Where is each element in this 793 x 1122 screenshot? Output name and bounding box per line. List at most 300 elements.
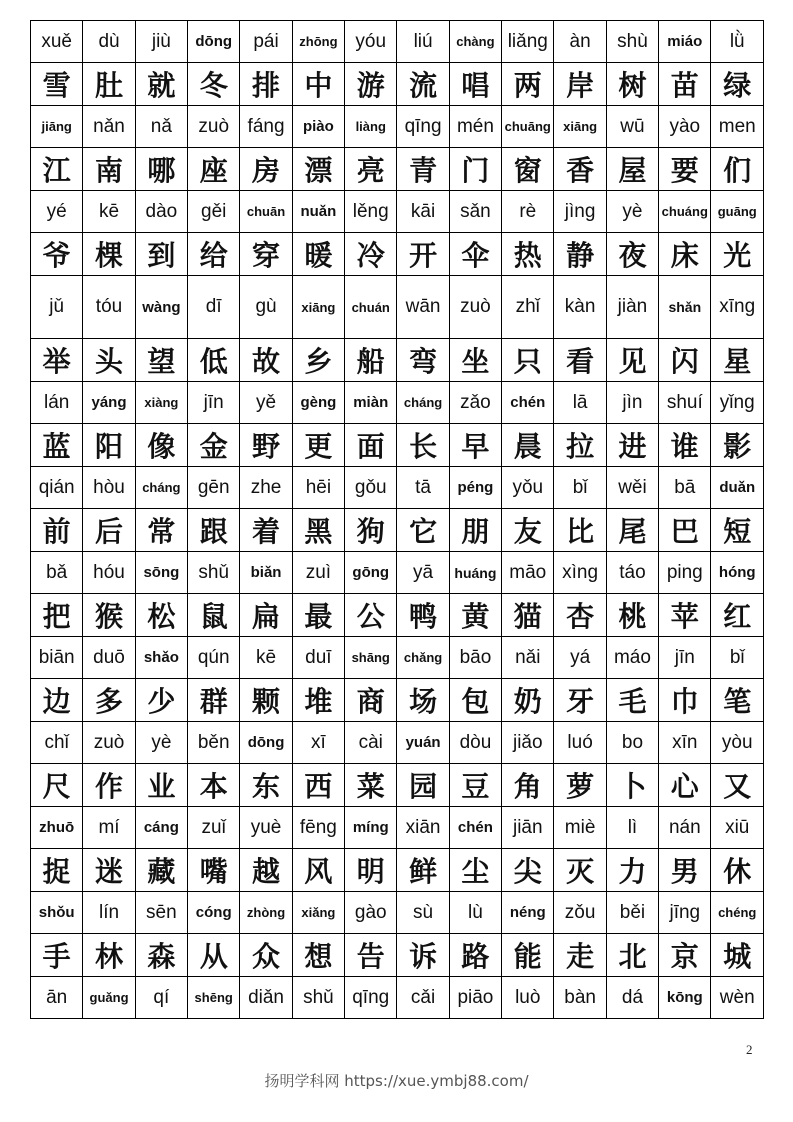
hanzi-cell: 暖 (292, 233, 344, 276)
hanzi-cell: 谁 (659, 424, 711, 467)
hanzi-cell: 越 (240, 849, 292, 892)
hanzi-cell: 故 (240, 339, 292, 382)
pinyin-cell: mén (449, 106, 501, 148)
hanzi-cell: 巾 (659, 679, 711, 722)
hanzi-cell: 穿 (240, 233, 292, 276)
pinyin-cell: ping (659, 552, 711, 594)
hanzi-cell: 能 (502, 934, 554, 977)
hanzi-row (31, 63, 764, 106)
hanzi-cell: 开 (397, 233, 449, 276)
hanzi-cell: 扁 (240, 594, 292, 637)
hanzi-cell: 萝 (554, 764, 606, 807)
pinyin-cell: shuí (659, 382, 711, 424)
hanzi-cell: 江 (31, 148, 83, 191)
pinyin-cell: yǒu (502, 467, 554, 509)
pinyin-cell: dòu (449, 722, 501, 764)
pinyin-row (31, 722, 764, 764)
hanzi-cell: 中 (292, 63, 344, 106)
pinyin-cell: sù (397, 892, 449, 934)
hanzi-cell: 流 (397, 63, 449, 106)
hanzi-cell: 冬 (188, 63, 240, 106)
hanzi-cell: 红 (711, 594, 764, 637)
pinyin-cell: táo (606, 552, 658, 594)
hanzi-cell: 进 (606, 424, 658, 467)
hanzi-cell: 乡 (292, 339, 344, 382)
hanzi-cell: 明 (345, 849, 397, 892)
pinyin-cell: yè (135, 722, 187, 764)
hanzi-cell: 捉 (31, 849, 83, 892)
pinyin-cell: shǔ (292, 977, 344, 1019)
hanzi-cell: 后 (83, 509, 135, 552)
hanzi-cell: 们 (711, 148, 764, 191)
hanzi-cell: 边 (31, 679, 83, 722)
pinyin-row (31, 807, 764, 849)
pinyin-cell: chuān (240, 191, 292, 233)
hanzi-cell: 头 (83, 339, 135, 382)
hanzi-cell: 静 (554, 233, 606, 276)
hanzi-cell: 鸭 (397, 594, 449, 637)
hanzi-cell: 林 (83, 934, 135, 977)
pinyin-cell: luó (554, 722, 606, 764)
pinyin-cell: gù (240, 276, 292, 339)
hanzi-cell: 坐 (449, 339, 501, 382)
hanzi-cell: 游 (345, 63, 397, 106)
hanzi-cell: 颗 (240, 679, 292, 722)
pinyin-cell: dōng (188, 21, 240, 63)
pinyin-cell: duī (292, 637, 344, 679)
hanzi-cell: 伞 (449, 233, 501, 276)
pinyin-cell: jīn (659, 637, 711, 679)
hanzi-cell: 嘴 (188, 849, 240, 892)
hanzi-cell: 商 (345, 679, 397, 722)
pinyin-cell: yǐng (711, 382, 764, 424)
hanzi-cell: 到 (135, 233, 187, 276)
pinyin-cell: péng (449, 467, 501, 509)
pinyin-row (31, 276, 764, 339)
pinyin-cell: kōng (659, 977, 711, 1019)
hanzi-cell: 群 (188, 679, 240, 722)
pinyin-cell: hóng (711, 552, 764, 594)
hanzi-cell: 笔 (711, 679, 764, 722)
hanzi-row (31, 424, 764, 467)
hanzi-cell: 亮 (345, 148, 397, 191)
pinyin-cell: zhuō (31, 807, 83, 849)
hanzi-cell: 东 (240, 764, 292, 807)
hanzi-cell: 船 (345, 339, 397, 382)
pinyin-cell: gào (345, 892, 397, 934)
hanzi-cell: 包 (449, 679, 501, 722)
pinyin-cell: sōng (135, 552, 187, 594)
pinyin-cell: zhǐ (502, 276, 554, 339)
pinyin-cell: qīng (345, 977, 397, 1019)
hanzi-cell: 光 (711, 233, 764, 276)
pinyin-cell: yā (397, 552, 449, 594)
pinyin-cell: wān (397, 276, 449, 339)
pinyin-row (31, 106, 764, 148)
hanzi-cell: 着 (240, 509, 292, 552)
hanzi-cell: 松 (135, 594, 187, 637)
hanzi-cell: 迷 (83, 849, 135, 892)
hanzi-cell: 青 (397, 148, 449, 191)
pinyin-cell: chén (449, 807, 501, 849)
pinyin-cell: jiān (502, 807, 554, 849)
pinyin-cell: nǎn (83, 106, 135, 148)
pinyin-row (31, 382, 764, 424)
pinyin-cell: piāo (449, 977, 501, 1019)
pinyin-cell: nuǎn (292, 191, 344, 233)
pinyin-cell: ān (31, 977, 83, 1019)
pinyin-cell: zhòng (240, 892, 292, 934)
pinyin-cell: luò (502, 977, 554, 1019)
pinyin-cell: gēn (188, 467, 240, 509)
hanzi-row (31, 849, 764, 892)
pinyin-cell: shù (606, 21, 658, 63)
pinyin-cell: miè (554, 807, 606, 849)
pinyin-cell: gèng (292, 382, 344, 424)
pinyin-cell: xiū (711, 807, 764, 849)
hanzi-cell: 望 (135, 339, 187, 382)
pinyin-cell: piào (292, 106, 344, 148)
hanzi-cell: 作 (83, 764, 135, 807)
hanzi-cell: 城 (711, 934, 764, 977)
hanzi-cell: 前 (31, 509, 83, 552)
pinyin-row (31, 892, 764, 934)
pinyin-cell: xiān (397, 807, 449, 849)
hanzi-cell: 友 (502, 509, 554, 552)
hanzi-cell: 拉 (554, 424, 606, 467)
pinyin-cell: fáng (240, 106, 292, 148)
hanzi-cell: 狗 (345, 509, 397, 552)
pinyin-cell: yé (31, 191, 83, 233)
hanzi-cell: 门 (449, 148, 501, 191)
hanzi-cell: 京 (659, 934, 711, 977)
pinyin-cell: wū (606, 106, 658, 148)
pinyin-cell: jīng (659, 892, 711, 934)
pinyin-cell: diǎn (240, 977, 292, 1019)
hanzi-cell: 漂 (292, 148, 344, 191)
hanzi-cell: 又 (711, 764, 764, 807)
hanzi-cell: 鼠 (188, 594, 240, 637)
pinyin-cell: yá (554, 637, 606, 679)
pinyin-cell: dōng (240, 722, 292, 764)
hanzi-cell: 晨 (502, 424, 554, 467)
pinyin-cell: tóu (83, 276, 135, 339)
hanzi-row (31, 679, 764, 722)
hanzi-cell: 冷 (345, 233, 397, 276)
pinyin-cell: gǒu (345, 467, 397, 509)
pinyin-cell: shǎo (135, 637, 187, 679)
hanzi-cell: 给 (188, 233, 240, 276)
hanzi-cell: 雪 (31, 63, 83, 106)
pinyin-cell: liú (397, 21, 449, 63)
pinyin-cell: yáng (83, 382, 135, 424)
pinyin-cell: chuáng (659, 191, 711, 233)
hanzi-cell: 香 (554, 148, 606, 191)
hanzi-cell: 力 (606, 849, 658, 892)
pinyin-cell: hòu (83, 467, 135, 509)
pinyin-cell: lā (554, 382, 606, 424)
hanzi-cell: 风 (292, 849, 344, 892)
pinyin-cell: lín (83, 892, 135, 934)
hanzi-cell: 见 (606, 339, 658, 382)
hanzi-cell: 豆 (449, 764, 501, 807)
hanzi-cell: 尖 (502, 849, 554, 892)
hanzi-cell: 尘 (449, 849, 501, 892)
pinyin-cell: guāng (711, 191, 764, 233)
pinyin-cell: nán (659, 807, 711, 849)
hanzi-cell: 像 (135, 424, 187, 467)
hanzi-cell: 本 (188, 764, 240, 807)
hanzi-row (31, 764, 764, 807)
pinyin-cell: néng (502, 892, 554, 934)
pinyin-cell: bǎ (31, 552, 83, 594)
hanzi-cell: 森 (135, 934, 187, 977)
hanzi-cell: 常 (135, 509, 187, 552)
hanzi-cell: 最 (292, 594, 344, 637)
hanzi-cell: 就 (135, 63, 187, 106)
hanzi-cell: 更 (292, 424, 344, 467)
pinyin-cell: cǎi (397, 977, 449, 1019)
hanzi-cell: 爷 (31, 233, 83, 276)
pinyin-cell: xī (292, 722, 344, 764)
pinyin-cell: rè (502, 191, 554, 233)
pinyin-cell: kē (83, 191, 135, 233)
pinyin-cell: jiāng (31, 106, 83, 148)
pinyin-cell: duō (83, 637, 135, 679)
hanzi-cell: 毛 (606, 679, 658, 722)
hanzi-cell: 金 (188, 424, 240, 467)
pinyin-cell: miáo (659, 21, 711, 63)
pinyin-cell: māo (502, 552, 554, 594)
pinyin-cell: huáng (449, 552, 501, 594)
pinyin-cell: bǐ (711, 637, 764, 679)
hanzi-cell: 看 (554, 339, 606, 382)
pinyin-cell: kāi (397, 191, 449, 233)
pinyin-row (31, 552, 764, 594)
pinyin-cell: xīn (659, 722, 711, 764)
pinyin-cell: bāo (449, 637, 501, 679)
pinyin-row (31, 637, 764, 679)
hanzi-cell: 两 (502, 63, 554, 106)
hanzi-cell: 从 (188, 934, 240, 977)
hanzi-cell: 尾 (606, 509, 658, 552)
pinyin-cell: lì (606, 807, 658, 849)
pinyin-cell: qīng (397, 106, 449, 148)
hanzi-cell: 绿 (711, 63, 764, 106)
pinyin-cell: lù (449, 892, 501, 934)
pinyin-cell: zǒu (554, 892, 606, 934)
hanzi-cell: 把 (31, 594, 83, 637)
hanzi-cell: 排 (240, 63, 292, 106)
hanzi-cell: 唱 (449, 63, 501, 106)
hanzi-row (31, 934, 764, 977)
hanzi-cell: 心 (659, 764, 711, 807)
pinyin-cell: chǎng (397, 637, 449, 679)
pinyin-cell: dù (83, 21, 135, 63)
pinyin-cell: zuǐ (188, 807, 240, 849)
hanzi-cell: 阳 (83, 424, 135, 467)
pinyin-cell: chàng (449, 21, 501, 63)
hanzi-cell: 路 (449, 934, 501, 977)
pinyin-cell: dī (188, 276, 240, 339)
pinyin-row (31, 191, 764, 233)
pinyin-cell: shǔ (188, 552, 240, 594)
hanzi-cell: 堆 (292, 679, 344, 722)
pinyin-cell: duǎn (711, 467, 764, 509)
pinyin-cell: qián (31, 467, 83, 509)
pinyin-cell: bàn (554, 977, 606, 1019)
pinyin-cell: zuì (292, 552, 344, 594)
pinyin-cell: chuán (345, 276, 397, 339)
hanzi-cell: 面 (345, 424, 397, 467)
hanzi-cell: 藏 (135, 849, 187, 892)
pinyin-cell: dào (135, 191, 187, 233)
hanzi-cell: 男 (659, 849, 711, 892)
pinyin-cell: yuè (240, 807, 292, 849)
pinyin-cell: hóu (83, 552, 135, 594)
pinyin-cell: kē (240, 637, 292, 679)
pinyin-cell: dá (606, 977, 658, 1019)
hanzi-cell: 猫 (502, 594, 554, 637)
pinyin-cell: jiǎo (502, 722, 554, 764)
pinyin-cell: biǎn (240, 552, 292, 594)
pinyin-cell: yè (606, 191, 658, 233)
pinyin-cell: xiāng (292, 276, 344, 339)
pinyin-cell: nǎ (135, 106, 187, 148)
hanzi-cell: 少 (135, 679, 187, 722)
hanzi-cell: 星 (711, 339, 764, 382)
hanzi-row (31, 509, 764, 552)
hanzi-cell: 它 (397, 509, 449, 552)
pinyin-cell: zǎo (449, 382, 501, 424)
pinyin-cell: guǎng (83, 977, 135, 1019)
hanzi-cell: 窗 (502, 148, 554, 191)
hanzi-cell: 闪 (659, 339, 711, 382)
hanzi-cell: 早 (449, 424, 501, 467)
hanzi-cell: 屋 (606, 148, 658, 191)
hanzi-cell: 公 (345, 594, 397, 637)
page-number: 2 (746, 1042, 753, 1057)
pinyin-cell: jǔ (31, 276, 83, 339)
pinyin-cell: jiù (135, 21, 187, 63)
hanzi-cell: 走 (554, 934, 606, 977)
hanzi-cell: 卜 (606, 764, 658, 807)
pinyin-cell: sǎn (449, 191, 501, 233)
pinyin-cell: lěng (345, 191, 397, 233)
pinyin-row (31, 467, 764, 509)
pinyin-cell: xìng (554, 552, 606, 594)
hanzi-cell: 弯 (397, 339, 449, 382)
hanzi-cell: 诉 (397, 934, 449, 977)
pinyin-cell: yuán (397, 722, 449, 764)
pinyin-cell: xiāng (554, 106, 606, 148)
hanzi-cell: 想 (292, 934, 344, 977)
pinyin-cell: zuò (188, 106, 240, 148)
hanzi-cell: 牙 (554, 679, 606, 722)
pinyin-cell: cóng (188, 892, 240, 934)
hanzi-cell: 床 (659, 233, 711, 276)
pinyin-cell: gěi (188, 191, 240, 233)
hanzi-cell: 桃 (606, 594, 658, 637)
hanzi-cell: 南 (83, 148, 135, 191)
pinyin-cell: bo (606, 722, 658, 764)
pinyin-cell: tā (397, 467, 449, 509)
pinyin-cell: máo (606, 637, 658, 679)
hanzi-cell: 场 (397, 679, 449, 722)
pinyin-cell: bǐ (554, 467, 606, 509)
hanzi-cell: 长 (397, 424, 449, 467)
pinyin-row (31, 977, 764, 1019)
pinyin-cell: gōng (345, 552, 397, 594)
hanzi-cell: 北 (606, 934, 658, 977)
pinyin-cell: pái (240, 21, 292, 63)
hanzi-cell: 要 (659, 148, 711, 191)
pinyin-cell: wàng (135, 276, 187, 339)
pinyin-cell: qí (135, 977, 187, 1019)
pinyin-cell: míng (345, 807, 397, 849)
hanzi-cell: 热 (502, 233, 554, 276)
pinyin-cell: hēi (292, 467, 344, 509)
pinyin-cell: jìn (606, 382, 658, 424)
pinyin-cell: yào (659, 106, 711, 148)
hanzi-cell: 杏 (554, 594, 606, 637)
pinyin-cell: nǎi (502, 637, 554, 679)
hanzi-row (31, 233, 764, 276)
pinyin-cell: sēn (135, 892, 187, 934)
pinyin-cell: yòu (711, 722, 764, 764)
pinyin-cell: liàng (345, 106, 397, 148)
hanzi-cell: 苗 (659, 63, 711, 106)
hanzi-cell: 巴 (659, 509, 711, 552)
pinyin-cell: mí (83, 807, 135, 849)
hanzi-cell: 树 (606, 63, 658, 106)
hanzi-cell: 菜 (345, 764, 397, 807)
hanzi-row (31, 339, 764, 382)
pinyin-cell: cáng (135, 807, 187, 849)
hanzi-cell: 低 (188, 339, 240, 382)
pinyin-cell: àn (554, 21, 606, 63)
hanzi-cell: 野 (240, 424, 292, 467)
hanzi-cell: 尺 (31, 764, 83, 807)
hanzi-cell: 座 (188, 148, 240, 191)
hanzi-cell: 园 (397, 764, 449, 807)
hanzi-cell: 跟 (188, 509, 240, 552)
pinyin-cell: cháng (135, 467, 187, 509)
hanzi-cell: 影 (711, 424, 764, 467)
pinyin-cell: xuě (31, 21, 83, 63)
pinyin-cell: xiàng (135, 382, 187, 424)
hanzi-cell: 鲜 (397, 849, 449, 892)
hanzi-cell: 夜 (606, 233, 658, 276)
hanzi-cell: 告 (345, 934, 397, 977)
pinyin-cell: xiǎng (292, 892, 344, 934)
pinyin-cell: jìng (554, 191, 606, 233)
pinyin-cell: zhe (240, 467, 292, 509)
pinyin-cell: shǒu (31, 892, 83, 934)
pinyin-cell: yě (240, 382, 292, 424)
pinyin-cell: shǎn (659, 276, 711, 339)
hanzi-cell: 黄 (449, 594, 501, 637)
pinyin-cell: miàn (345, 382, 397, 424)
pinyin-row (31, 21, 764, 63)
pinyin-cell: qún (188, 637, 240, 679)
pinyin-cell: jīn (188, 382, 240, 424)
hanzi-cell: 众 (240, 934, 292, 977)
hanzi-cell: 黑 (292, 509, 344, 552)
pinyin-cell: men (711, 106, 764, 148)
hanzi-cell: 西 (292, 764, 344, 807)
pinyin-cell: wèn (711, 977, 764, 1019)
